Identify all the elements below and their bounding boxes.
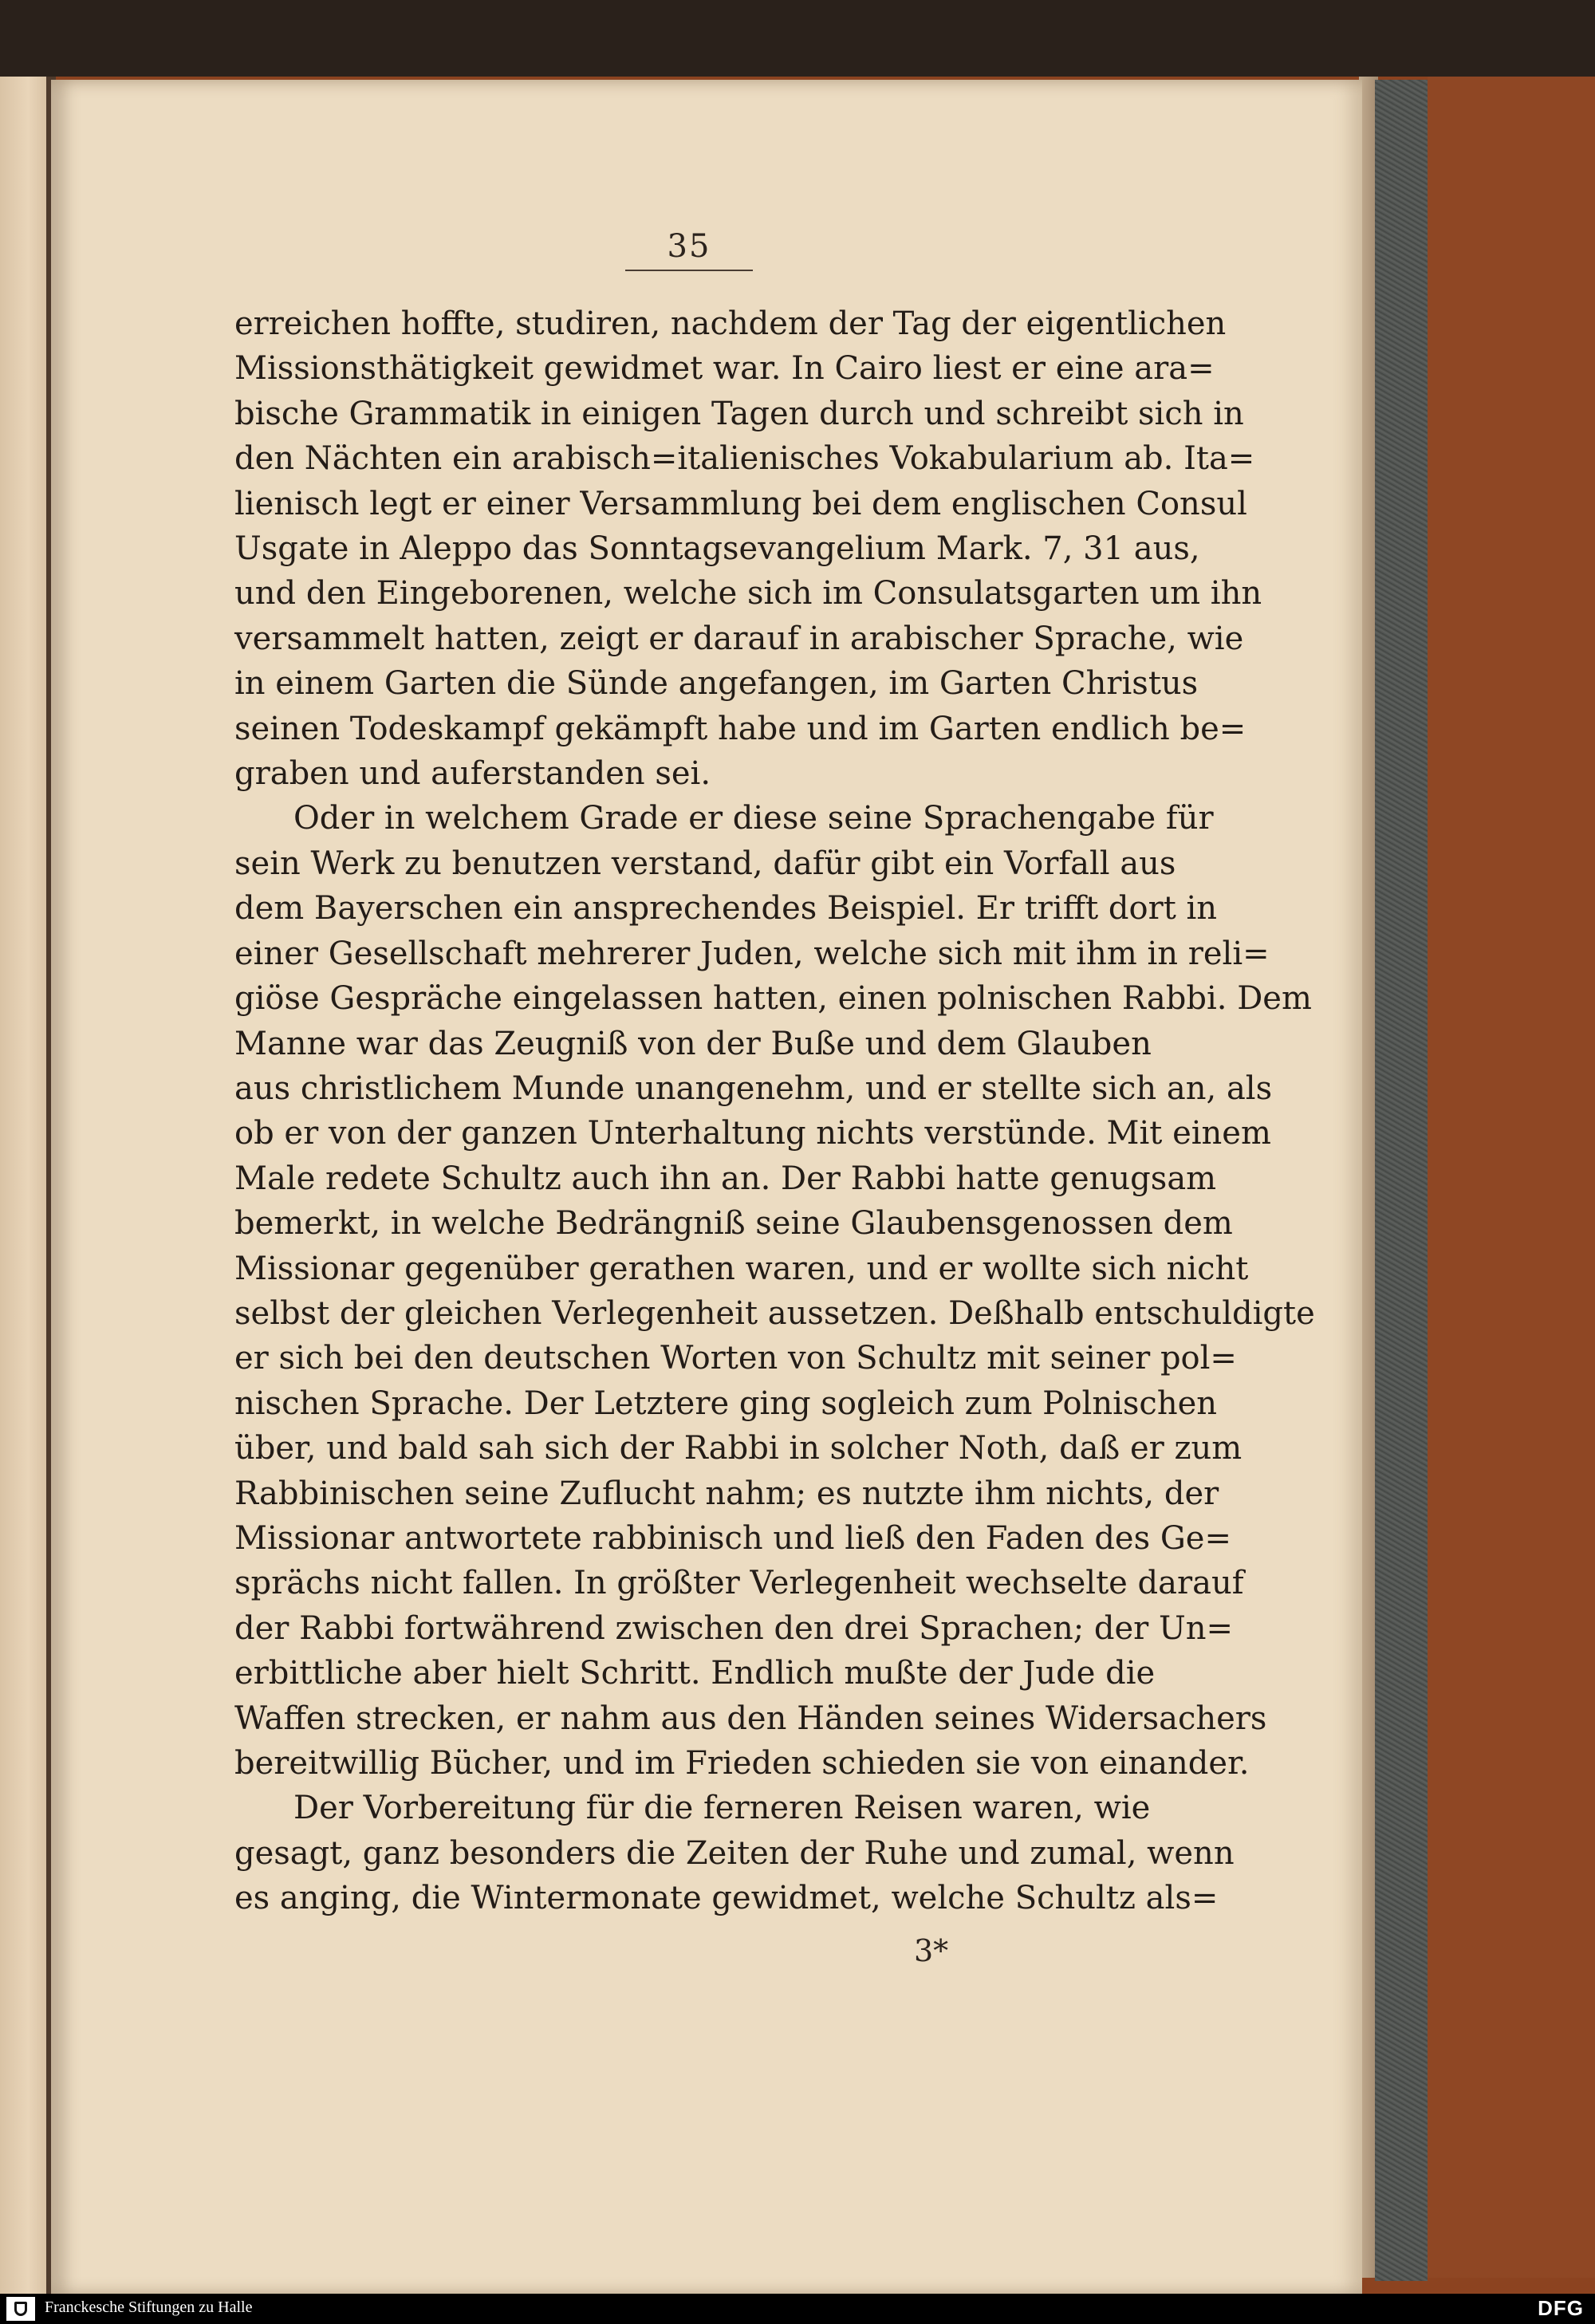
text-line: Usgate in Aleppo das Sonntagsevangelium Mark. 7, 31 aus, bbox=[234, 530, 1200, 568]
text-line: versammelt hatten, zeigt er darauf in arabischer Sprache, wie bbox=[234, 620, 1244, 657]
text-line: selbst der gleichen Verlegenheit aussetzen. Deßhalb entschuldigte bbox=[234, 1294, 1315, 1332]
text-line: nischen Sprache. Der Letztere ging sogleich zum Polnischen bbox=[234, 1385, 1218, 1422]
institution-logo-icon bbox=[6, 2297, 35, 2321]
scan-background bbox=[1428, 77, 1595, 2278]
text-line: Der Vorbereitung für die ferneren Reisen waren, wie bbox=[293, 1790, 1151, 1827]
text-line: bereitwillig Bücher, und im Frieden schieden sie von einander. bbox=[234, 1745, 1250, 1782]
text-line: Missionar gegenüber gerathen waren, und er wollte sich nicht bbox=[234, 1250, 1249, 1287]
text-line: Rabbinischen seine Zuflucht nahm; es nutzte ihm nichts, der bbox=[234, 1475, 1219, 1512]
text-line: über, und bald sah sich der Rabbi in solcher Noth, daß er zum bbox=[234, 1430, 1243, 1467]
text-line: den Nächten ein arabisch=italienisches Vokabularium ab. Ita= bbox=[234, 440, 1255, 478]
text-line: Male redete Schultz auch ihn an. Der Rabbi hatte genugsam bbox=[234, 1160, 1217, 1197]
book-cover-board bbox=[1375, 80, 1428, 2281]
text-line: es anging, die Wintermonate gewidmet, welche Schultz als= bbox=[234, 1880, 1219, 1917]
institution-name[interactable]: Franckesche Stiftungen zu Halle bbox=[45, 2298, 253, 2316]
text-line: ob er von der ganzen Unterhaltung nichts verstünde. Mit einem bbox=[234, 1115, 1271, 1152]
dfg-logo[interactable]: DFG bbox=[1538, 2296, 1584, 2320]
text-line: Oder in welchem Grade er diese seine Sprachengabe für bbox=[293, 800, 1214, 837]
text-line: der Rabbi fortwährend zwischen den drei Sprachen; der Un= bbox=[234, 1609, 1233, 1647]
scan-top-gutter bbox=[0, 0, 1595, 77]
text-line: sprächs nicht fallen. In größter Verlegenheit wechselte darauf bbox=[234, 1565, 1244, 1602]
text-line: in einem Garten die Sünde angefangen, im Garten Christus bbox=[234, 665, 1199, 703]
text-line: giöse Gespräche eingelassen hatten, einen polnischen Rabbi. Dem bbox=[234, 980, 1312, 1018]
text-line: einer Gesellschaft mehrerer Juden, welche sich mit ihm in reli= bbox=[234, 935, 1270, 972]
facing-page-edge bbox=[0, 77, 51, 2294]
text-line: lienisch legt er einer Versammlung bei dem englischen Consul bbox=[234, 485, 1247, 522]
viewer-footer bbox=[0, 2294, 1595, 2324]
text-line: Waffen strecken, er nahm aus den Händen seines Widersachers bbox=[234, 1700, 1267, 1737]
text-line: sein Werk zu benutzen verstand, dafür gibt ein Vorfall aus bbox=[234, 845, 1176, 882]
text-line: seinen Todeskampf gekämpft habe und im Garten endlich be= bbox=[234, 710, 1246, 747]
text-line: und den Eingeborenen, welche sich im Consulatsgarten um ihn bbox=[234, 575, 1262, 613]
text-line: gesagt, ganz besonders die Zeiten der Ruhe und zumal, wenn bbox=[234, 1834, 1235, 1872]
text-line: er sich bei den deutschen Worten von Schultz mit seiner pol= bbox=[234, 1340, 1237, 1377]
text-line: Missionsthätigkeit gewidmet war. In Cairo liest er eine ara= bbox=[234, 350, 1215, 388]
signature-mark: 3* bbox=[914, 1933, 949, 1968]
page-header bbox=[625, 228, 753, 271]
text-line: Missionar antwortete rabbinisch und ließ den Faden des Ge= bbox=[234, 1519, 1231, 1557]
text-line: bische Grammatik in einigen Tagen durch und schreibt sich in bbox=[234, 395, 1244, 432]
page-number: 35 bbox=[667, 228, 711, 265]
text-line: Manne war das Zeugniß von der Buße und dem Glauben bbox=[234, 1025, 1152, 1062]
text-line: erbittliche aber hielt Schritt. Endlich mußte der Jude die bbox=[234, 1655, 1156, 1692]
body-text bbox=[234, 301, 1315, 1921]
text-line: graben und auferstanden sei. bbox=[234, 755, 711, 793]
text-line: bemerkt, in welche Bedrängniß seine Glaubensgenossen dem bbox=[234, 1205, 1233, 1243]
text-line: dem Bayerschen ein ansprechendes Beispiel. Er trifft dort in bbox=[234, 890, 1218, 928]
text-line: erreichen hoffte, studiren, nachdem der Tag der eigentlichen bbox=[234, 305, 1227, 342]
header-rule bbox=[625, 270, 753, 271]
text-line: aus christlichem Munde unangenehm, und er stellte sich an, als bbox=[234, 1069, 1273, 1107]
